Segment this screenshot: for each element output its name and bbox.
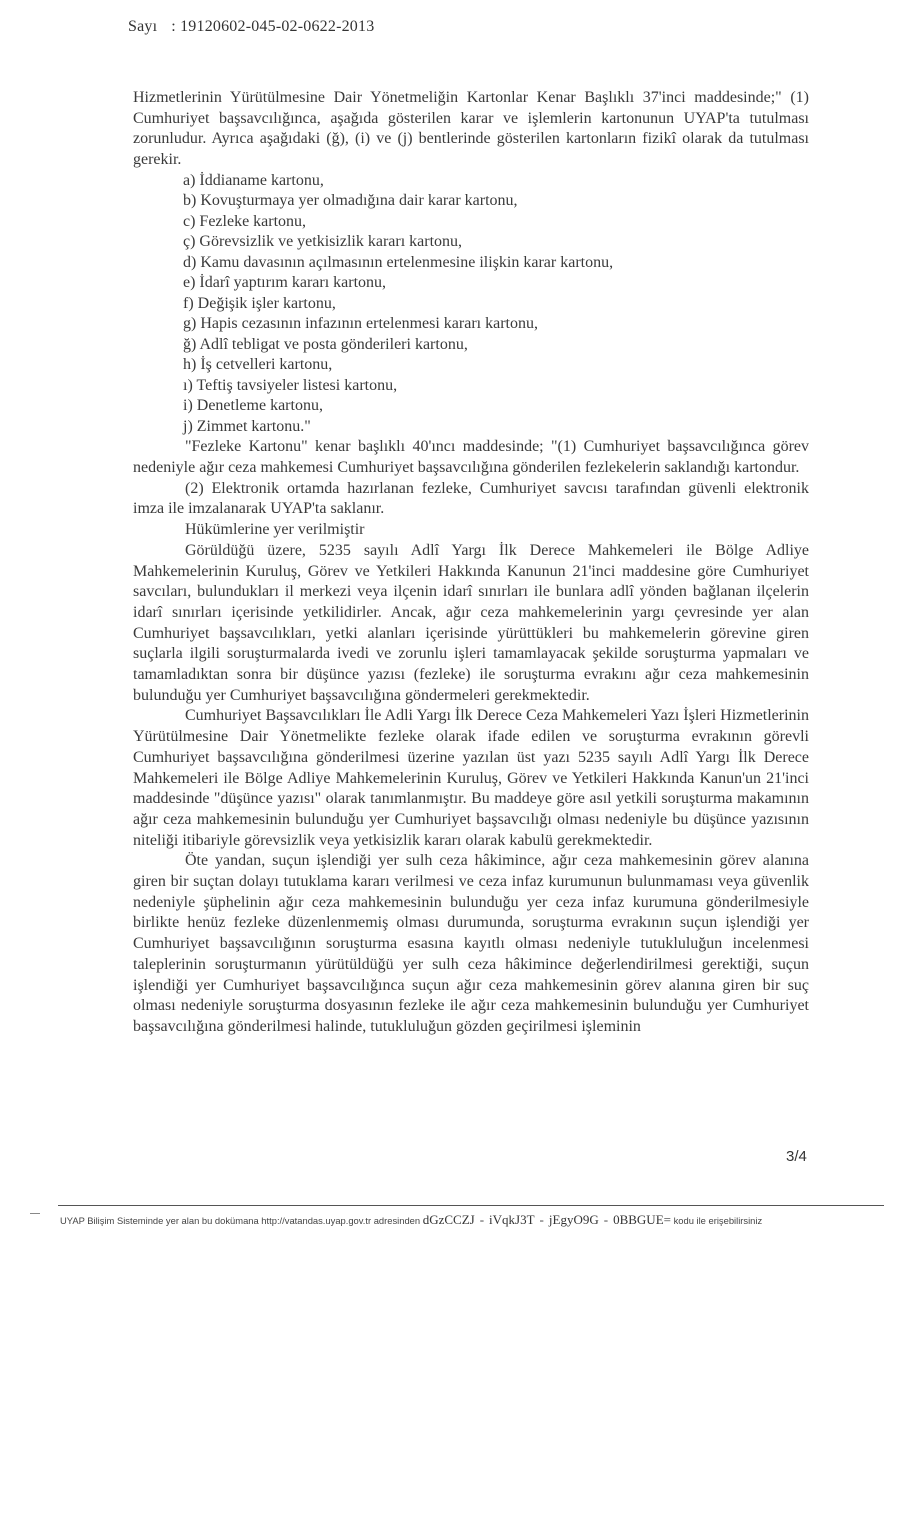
verification-code-part: 0BBGUE=: [613, 1212, 671, 1227]
list-item: a) İddianame kartonu,: [183, 171, 324, 189]
list-item: e) İdarî yaptırım kararı kartonu,: [183, 274, 387, 292]
karton-list: [133, 171, 809, 438]
footer-mark: [30, 1213, 40, 1214]
code-separator: -: [539, 1212, 544, 1227]
paragraph-intro: Hizmetlerinin Yürütülmesine Dair Yönetmeliğin Kartonlar Kenar Başlıklı 37'inci maddesinde;" (1) Cumhuriyet başsavcılığınca, aşağıda gösterilen karar ve işlemlerin kartonunun UYAP'ta tutulması zorunludur. Ayrıca aşağıdaki (ğ), (i) ve (j) bentlerinde gösterilen kartonların fizikî olarak da tutulması gerekir.: [133, 89, 809, 169]
page-number: 3/4: [786, 1148, 807, 1165]
list-item: c) Fezleke kartonu,: [183, 212, 307, 230]
paragraph-elektronik: (2) Elektronik ortamda hazırlanan fezleke, Cumhuriyet savcısı tarafından güvenli elektronik imza ile imzalanarak UYAP'ta saklanır.: [133, 479, 809, 518]
reference-label: Sayı: [128, 18, 158, 35]
list-item: d) Kamu davasının açılmasının ertelenmesine ilişkin karar kartonu,: [183, 253, 614, 271]
list-item: ç) Görevsizlik ve yetkisizlik kararı kartonu,: [183, 233, 463, 251]
paragraph-ote-yandan: Öte yandan, suçun işlendiği yer sulh ceza hâkimince, ağır ceza mahkemesinin görev alanına giren bir suçtan dolayı tutuklama kararı verilmesi ve ceza infaz kurumunun bulunmaması veya güvenlik nedeniyle şüphelinin ağır ceza mahkemesinin bulunduğu yer ceza infaz kurumuna gönderilmesiyle birlikte henüz fezleke düzenlenmemiş olması durumunda, soruşturma evrakının suçun işlendiği yer Cumhuriyet başsavcılığının soruşturma esasına kayıtlı olması nedeniyle tutukluluğun incelenmesi taleplerinin soruşturmanın yürütüldüğü yer sulh ceza hâkimince değerlendirilmesi gerektiği, suçun işlendiği yer Cumhuriyet başsavcılığınca suçun ağır ceza mahkemesinin görev alanına giren bir suç olması nedeniyle soruşturma dosyasının fezleke ile ağır ceza mahkemesinin bulunduğu yer Cumhuriyet başsavcılığına gönderilmesi halinde, tutukluluğun gözden geçirilmesi işleminin: [133, 852, 809, 1035]
footer-divider: [58, 1205, 884, 1206]
list-item: h) İş cetvelleri kartonu,: [183, 356, 333, 374]
list-item: b) Kovuşturmaya yer olmadığına dair karar kartonu,: [183, 192, 518, 210]
paragraph-goruldugu: Görüldüğü üzere, 5235 sayılı Adlî Yargı İlk Derece Mahkemeleri ile Bölge Adliye Mahkemelerinin Kuruluş, Görev ve Yetkileri Hakkında Kanunun 21'inci maddesine göre Cumhuriyet savcıları, bulundukları il merkezi veya ilçenin idarî sınırları ile bunlara adlî yönden bağlanan ilçelerin idarî sınırları içerisinde yetkilidirler. Ancak, ağır ceza mahkemelerinin yargı çevresinde yer alan Cumhuriyet başsavcılıkları, yetki alanları içerisinde yürüttükleri bu mahkemelerin görevine giren suçlarla ilgili soruşturmalarda ivedi ve zorunlu işleri tamamlayacak şekilde soruşturma yapmaları ve tamamladıktan sonra bir düşünce yazısı (fezleke) ile soruşturma evrakını ağır ceza mahkemesinin bulunduğu yer Cumhuriyet başsavcılığına göndermeleri gerekmektedir.: [133, 541, 809, 704]
code-separator: -: [603, 1212, 609, 1227]
paragraph-hukumler: Hükümlerine yer verilmiştir: [185, 521, 365, 539]
list-item: f) Değişik işler kartonu,: [183, 294, 336, 312]
list-item: ğ) Adlî tebligat ve posta gönderileri kartonu,: [183, 335, 468, 353]
footer-note: UYAP Bilişim Sisteminde yer alan bu dokümana http://vatandas.uyap.gov.tr adresinden: [60, 1215, 421, 1226]
code-separator: -: [479, 1212, 485, 1227]
list-item: i) Denetleme kartonu,: [183, 397, 323, 415]
reference-number: : 19120602-045-02-0622-2013: [171, 18, 375, 35]
list-item: ı) Teftiş tavsiyeler listesi kartonu,: [183, 376, 398, 394]
footer-suffix: kodu ile erişebilirsiniz: [673, 1215, 763, 1226]
document-body: [133, 88, 809, 1038]
verification-code-part: dGzCCZJ: [422, 1212, 475, 1227]
list-item: g) Hapis cezasının infazının ertelenmesi kararı kartonu,: [183, 315, 538, 333]
document-reference: [128, 18, 374, 36]
verification-code-part: jEgyO9G: [548, 1212, 599, 1227]
list-item: j) Zimmet kartonu.": [183, 417, 311, 435]
paragraph-fezleke-kartonu: "Fezleke Kartonu" kenar başlıklı 40'ıncı maddesinde; "(1) Cumhuriyet başsavcılığınca görev nedeniyle ağır ceza mahkemesi Cumhuriyet başsavcılığına gönderilen fezlekelerin saklandığı kartondur.: [133, 438, 809, 477]
footer-verification: [60, 1212, 890, 1228]
paragraph-cumhuriyet-bassavciliklari: Cumhuriyet Başsavcılıkları İle Adli Yargı İlk Derece Ceza Mahkemeleri Yazı İşleri Hizmetlerinin Yürütülmesine Dair Yönetmelikte fezleke olarak ifade edilen ve soruşturma evrakının görevli Cumhuriyet başsavcılığına gönderilmesi üzerine yazılan üst yazı 5235 sayılı Adlî Yargı İlk Derece Mahkemeleri ile Bölge Adliye Mahkemelerinin Kuruluş, Görev ve Yetkileri Hakkında Kanun'un 21'inci maddesinde "düşünce yazısı" olarak tanımlanmıştır. Bu maddeye göre asıl yetkili soruşturma makamının ağır ceza mahkemesinin bulunduğu yer Cumhuriyet başsavcılığı olması nedeniyle bu düşünce yazısının niteliği itibariyle görevsizlik veya yetkisizlik kararı olarak kabulü gerekmektedir.: [133, 707, 809, 849]
verification-code-part: iVqkJ3T: [489, 1212, 535, 1227]
